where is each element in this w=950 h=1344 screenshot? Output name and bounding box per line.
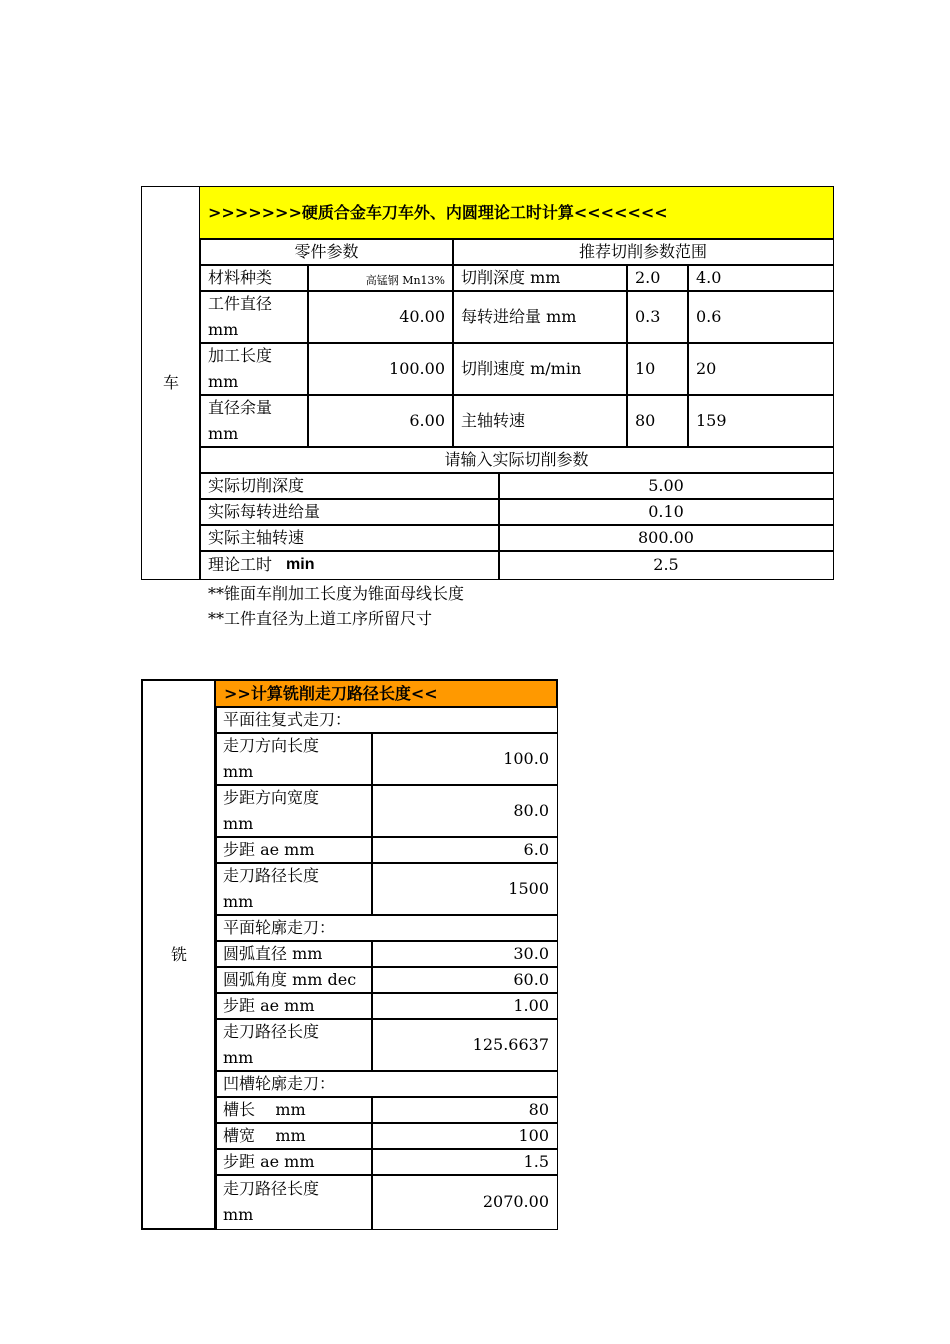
s2-row-0-label: 圆弧直径 mm [214, 940, 373, 968]
s1-row-2-label: 步距 ae mm [214, 836, 373, 864]
actual-feed-label: 实际每转进给量 [199, 498, 500, 526]
actual-spindle-value[interactable]: 800.00 [498, 524, 834, 552]
material-value[interactable]: 高锰钢 Mn13% [307, 264, 454, 292]
part-params-header: 零件参数 [199, 238, 454, 266]
s1-row-0-label: 走刀方向长度mm [214, 732, 373, 786]
s1-row-2-value[interactable]: 6.0 [371, 836, 558, 864]
s2-row-2-value[interactable]: 1.00 [371, 992, 558, 1020]
cut-depth-max: 4.0 [687, 264, 834, 292]
s1-row-1-label: 步距方向宽度mm [214, 784, 373, 838]
section-reciprocating: 平面往复式走刀： [214, 706, 558, 734]
material-label: 材料种类 [199, 264, 309, 292]
speed-label: 切削速度 m/min [452, 342, 628, 396]
s2-row-1-label: 圆弧角度 mm dec [214, 966, 373, 994]
result-label: 理论工时 [208, 555, 273, 574]
spindle-max: 159 [687, 394, 834, 448]
note-cone-length: **锥面车削加工长度为锥面母线长度 [208, 584, 465, 603]
actual-depth-label: 实际切削深度 [199, 472, 500, 500]
result-unit: min [286, 556, 315, 573]
turning-side-label: 车 [141, 186, 201, 580]
spindle-label: 主轴转速 [452, 394, 628, 448]
turning-title: >>>>>>>硬质合金车刀车外、内圆理论工时计算<<<<<<< [199, 186, 834, 240]
result-value: 2.5 [498, 550, 834, 580]
s2-row-2-label: 步距 ae mm [214, 992, 373, 1020]
spindle-min: 80 [626, 394, 689, 448]
s3-row-2-label: 步距 ae mm [214, 1148, 373, 1176]
s2-row-3-value: 125.6637 [371, 1018, 558, 1072]
s2-row-3-label: 走刀路径长度mm [214, 1018, 373, 1072]
s1-row-0-value[interactable]: 100.0 [371, 732, 558, 786]
s3-row-3-value: 2070.00 [371, 1174, 558, 1230]
section-contour: 平面轮廓走刀： [214, 914, 558, 942]
input-header: 请输入实际切削参数 [199, 446, 834, 474]
s1-row-3-label: 走刀路径长度mm [214, 862, 373, 916]
s1-row-1-value[interactable]: 80.0 [371, 784, 558, 838]
actual-spindle-label: 实际主轴转速 [199, 524, 500, 552]
actual-depth-value[interactable]: 5.00 [498, 472, 834, 500]
feed-max: 0.6 [687, 290, 834, 344]
s2-row-1-value[interactable]: 60.0 [371, 966, 558, 994]
s3-row-0-value[interactable]: 80 [371, 1096, 558, 1124]
speed-min: 10 [626, 342, 689, 396]
cut-depth-min: 2.0 [626, 264, 689, 292]
allowance-label: 直径余量mm [199, 394, 309, 448]
s3-row-1-value[interactable]: 100 [371, 1122, 558, 1150]
length-value[interactable]: 100.00 [307, 342, 454, 396]
speed-max: 20 [687, 342, 834, 396]
feed-label: 每转进给量 mm [452, 290, 628, 344]
milling-title: >>计算铣削走刀路径长度<< [214, 679, 558, 708]
note-workpiece-diameter: **工件直径为上道工序所留尺寸 [208, 609, 433, 628]
s3-row-3-label: 走刀路径长度mm [214, 1174, 373, 1230]
section-pocket: 凹槽轮廓走刀： [214, 1070, 558, 1098]
s3-row-1-label: 槽宽 mm [214, 1122, 373, 1150]
feed-min: 0.3 [626, 290, 689, 344]
actual-feed-value[interactable]: 0.10 [498, 498, 834, 526]
result-label-cell [199, 550, 500, 580]
diameter-value[interactable]: 40.00 [307, 290, 454, 344]
allowance-value[interactable]: 6.00 [307, 394, 454, 448]
s3-row-0-label: 槽长 mm [214, 1096, 373, 1124]
s2-row-0-value[interactable]: 30.0 [371, 940, 558, 968]
length-label: 加工长度mm [199, 342, 309, 396]
s1-row-3-value: 1500 [371, 862, 558, 916]
cut-range-header: 推荐切削参数范围 [452, 238, 834, 266]
diameter-label: 工件直径mm [199, 290, 309, 344]
cut-depth-label: 切削深度 mm [452, 264, 628, 292]
milling-side-label: 铣 [141, 679, 217, 1230]
s3-row-2-value[interactable]: 1.5 [371, 1148, 558, 1176]
